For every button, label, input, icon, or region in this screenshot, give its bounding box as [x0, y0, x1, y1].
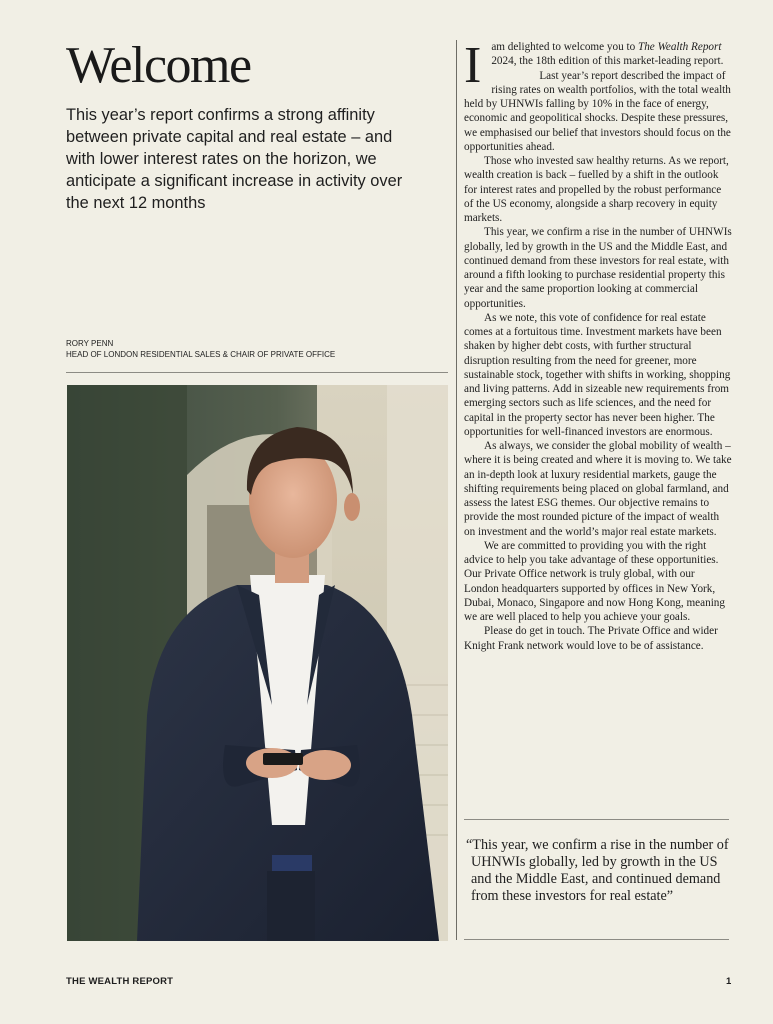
author-name: RORY PENN [66, 339, 114, 348]
article-paragraph: Last year’s report described the impact of rising rates on wealth portfolios, with the total wealth held by UHNWIs falling by 10% in the face of energy, economic and geopolitical shocks. Despite these pressures, we emphasised our belief that investors should focus on the opportunities ahead. [464, 69, 731, 153]
article-body [464, 37, 732, 653]
page-title: Welcome [66, 37, 251, 94]
byline [66, 338, 335, 360]
quote-bottom-divider [464, 939, 729, 940]
intro-text: am delighted to welcome you to [491, 41, 638, 53]
column-divider [456, 40, 457, 940]
byline-divider [66, 372, 448, 373]
article-paragraph: Please do get in touch. The Private Office and wider Knight Frank network would love to be of assistance. [464, 625, 718, 652]
article-paragraph: As we note, this vote of confidence for real estate comes at a fortuitous time. Investment markets have been shaken by higher debt costs, with further structural disruption resulting from the need for greener, more sustainable stock, together with shifts in working, shopping and living patterns. Add in sizeable new requirements from emerging sectors such as life sciences, and the need for capital in the property sector has never been higher. The opportunities for well-financed investors are enormous. [464, 311, 731, 438]
footer-publication: THE WEALTH REPORT [66, 976, 174, 987]
article-paragraph: As always, we consider the global mobility of wealth – where it is being created and where it is moving to. We take an in-depth look at luxury residential markets, gauge the shifting requirements being placed on global farmland, and assess the latest ESG themes. Our objective remains to provide the most rounded picture of the impact of wealth on investment and the world’s major real estate markets. [464, 440, 732, 538]
report-title: The Wealth Report [637, 41, 722, 53]
author-portrait [67, 385, 448, 941]
standfirst: This year’s report confirms a strong affinity between private capital and real estate – and with lower interest rates on the horizon, we anticipate a significant increase in activity over the next 12 months [66, 106, 403, 212]
page-number: 1 [726, 976, 732, 987]
article-paragraph: We are committed to providing you with the right advice to help you take advantage of these opportunities. Our Private Office network is truly global, with our London headquarters supported by offices in New York, Dubai, Monaco, Singapore and now Hong Kong, meaning we are well placed to help you achieve your goals. [464, 539, 725, 623]
article-paragraph: This year, we confirm a rise in the number of UHNWIs globally, led by growth in the US and the Middle East, and continued demand from these investors for real estate, with around a fifth looking to purchase residential property this year and the same proportion looking at commercial opportunities. [464, 226, 732, 310]
pull-quote: “This year, we confirm a rise in the number of UHNWIs globally, led by growth in the US and the Middle East, and continued demand from these investors for real estate” [466, 837, 729, 904]
quote-top-divider [464, 819, 729, 820]
article-paragraph [464, 37, 732, 94]
drop-cap: I [464, 37, 482, 94]
article-paragraph: Those who invested saw healthy returns. As we report, wealth creation is back – fuelled by a shift in the outlook for interest rates and propelled by the robust performance of the US economy, alongside a sharp recovery in equity markets. [464, 155, 729, 224]
intro-rest: 2024, the 18th edition of this market-leading report. [491, 55, 724, 68]
author-role: HEAD OF LONDON RESIDENTIAL SALES & CHAIR OF PRIVATE OFFICE [66, 350, 336, 359]
